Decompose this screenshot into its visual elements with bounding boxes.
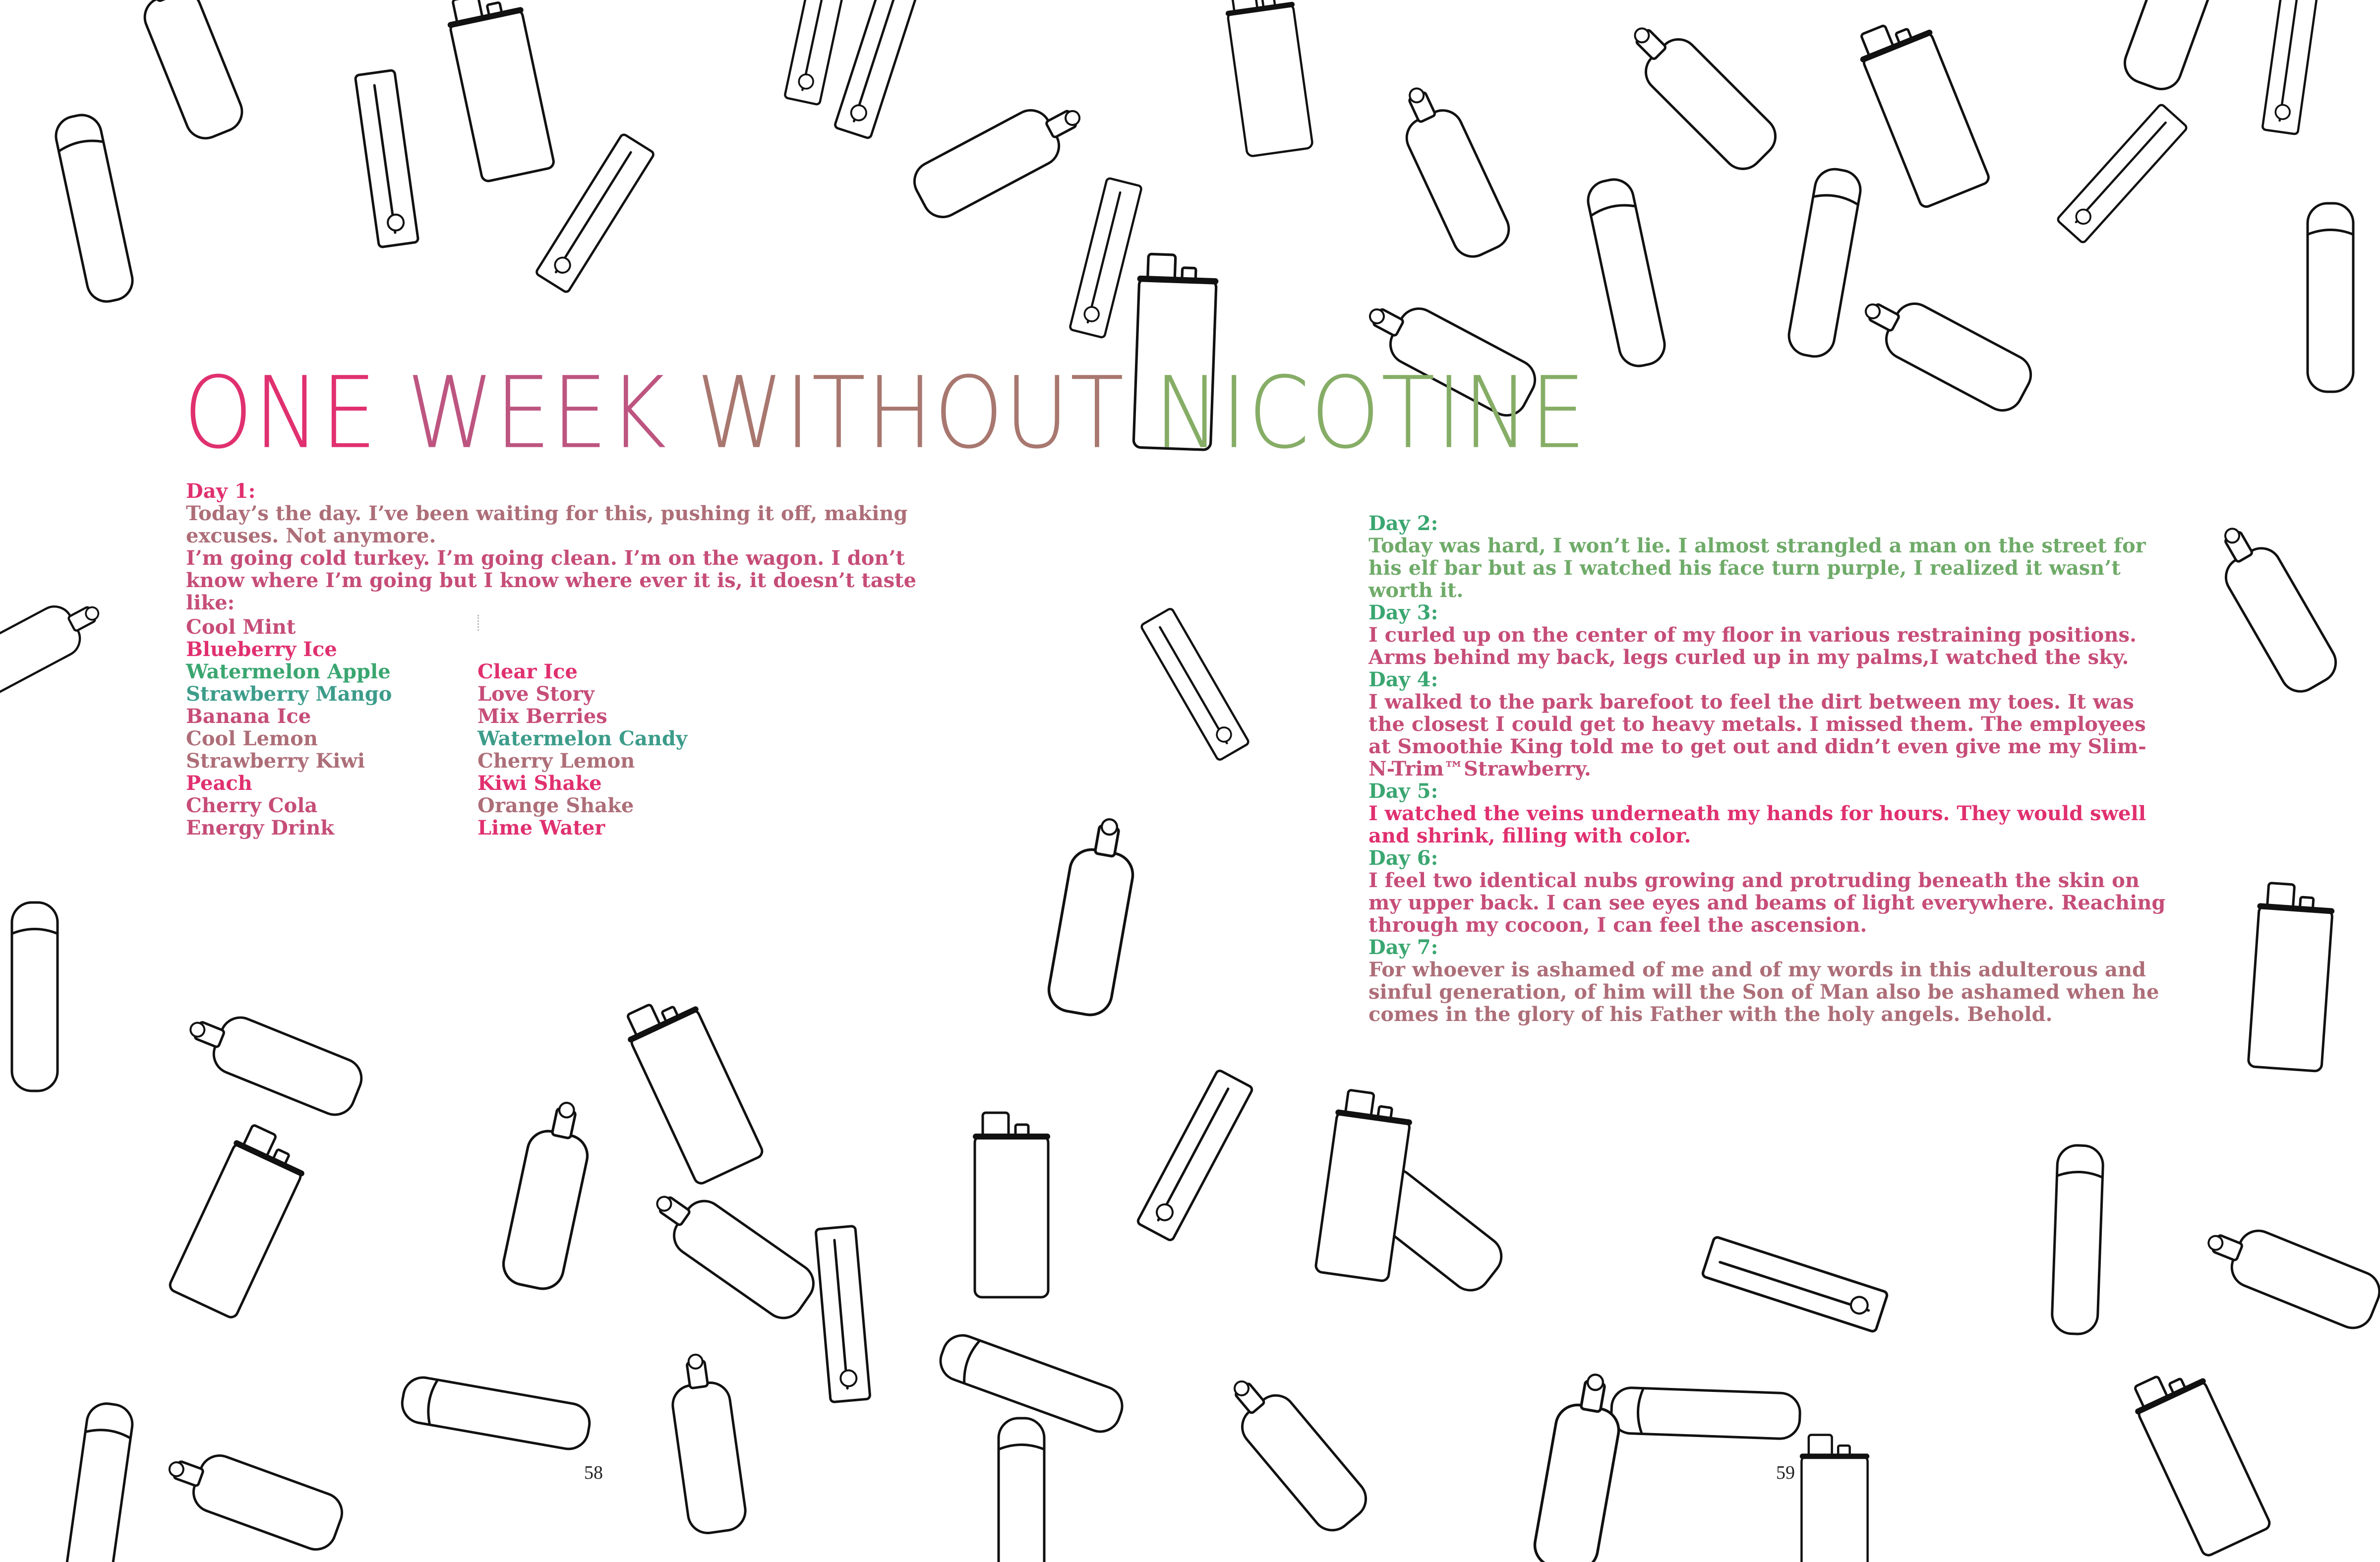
day3-text: I curled up on the center of my floor in various restraining positions. Arms behind my back, legs curled up in my palms,I watched the sky. xyxy=(1368,623,2137,669)
flavor-item: Orange Shake xyxy=(477,794,634,817)
days-2-7-section xyxy=(1368,512,2172,1025)
flavor-column-right xyxy=(477,661,687,839)
day7-label: Day 7: xyxy=(1368,936,1438,959)
flavor-item: Energy Drink xyxy=(186,816,334,840)
day4-label: Day 4: xyxy=(1368,668,1438,691)
day6-text: I feel two identical nubs growing and protruding beneath the skin on my upper back. I can see eyes and beams of light everywhere. Reaching through my cocoon, I can feel the ascension. xyxy=(1368,869,2166,937)
day4-text: I walked to the park barefoot to feel the dirt between my toes. It was the closest I could get to heavy metals. I missed them. The employees at Smoothie King told me to get out and didn’t even give me my Slim-N-Trim™Strawberry. xyxy=(1368,690,2146,781)
day1-label: Day 1: xyxy=(186,480,256,503)
day2-label: Day 2: xyxy=(1368,512,1438,535)
day5-label: Day 5: xyxy=(1368,780,1438,803)
day1-section xyxy=(186,480,969,614)
flavor-item: Clear Ice xyxy=(477,660,578,683)
title-word-without: WITHOUT xyxy=(696,355,1125,471)
flavor-item: Strawberry Kiwi xyxy=(186,749,365,773)
page-title xyxy=(183,355,1587,471)
flavor-item: Blueberry Ice xyxy=(186,638,337,661)
title-word-one: ONE xyxy=(183,355,378,471)
day1-paragraph-1: Today’s the day. I’ve been waiting for this, pushing it off, making excuses. Not anymore. xyxy=(186,502,908,547)
day5-text: I watched the veins underneath my hands for hours. They would swell and shrink, filling with color. xyxy=(1368,802,2146,847)
page-number-left: 58 xyxy=(584,1462,603,1483)
flavor-item: Cool Mint xyxy=(186,615,296,639)
flavor-item: Peach xyxy=(186,772,252,795)
day6-label: Day 6: xyxy=(1368,846,1438,870)
flavor-item: Cherry Cola xyxy=(186,794,318,817)
flavor-item: Cherry Lemon xyxy=(477,749,635,773)
title-word-week: WEEK xyxy=(407,355,667,471)
day3-label: Day 3: xyxy=(1368,601,1438,624)
flavor-item: Lime Water xyxy=(477,816,605,840)
day1-paragraph-2: I’m going cold turkey. I’m going clean. I’m on the wagon. I don’t know where I’m going but I know where ever it is, it doesn’t taste like: xyxy=(186,546,917,614)
title-word-nicotine: NICOTINE xyxy=(1154,355,1587,471)
day2-text: Today was hard, I won’t lie. I almost strangled a man on the street for his elf bar but as I watched his face turn purple, I realized it wasn’t worth it. xyxy=(1368,534,2146,602)
page-number-right: 59 xyxy=(1776,1462,1795,1483)
column-divider xyxy=(477,615,480,631)
flavor-item: Banana Ice xyxy=(186,705,311,728)
flavor-item: Mix Berries xyxy=(477,705,607,728)
flavor-item: Love Story xyxy=(477,682,595,706)
flavor-item: Strawberry Mango xyxy=(186,682,392,706)
flavor-item: Cool Lemon xyxy=(186,727,318,750)
day7-text: For whoever is ashamed of me and of my words in this adulterous and sinful generation, of him will the Son of Man also be ashamed when he comes in the glory of his Father with the holy angels. Behold. xyxy=(1368,958,2159,1026)
flavor-column-left xyxy=(186,616,392,839)
flavor-item: Watermelon Candy xyxy=(477,727,688,750)
flavor-item: Kiwi Shake xyxy=(477,772,602,795)
flavor-item: Watermelon Apple xyxy=(186,660,391,683)
